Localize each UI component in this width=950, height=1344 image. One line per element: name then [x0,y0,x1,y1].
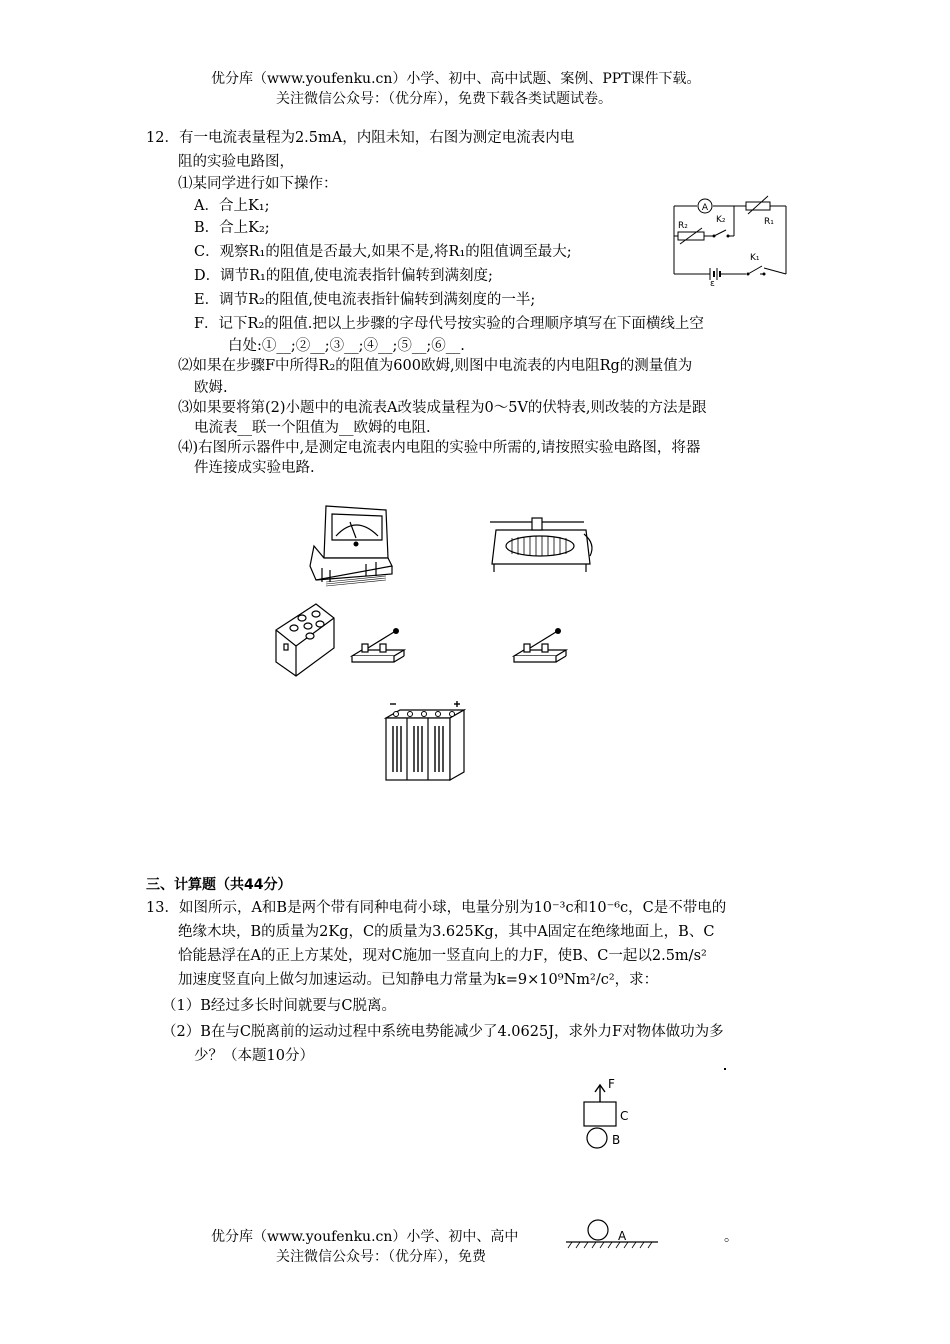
q13-line-1: 13．如图所示，A和B是两个带有同种电荷小球，电量分别为10⁻³c和10⁻⁶c，C是不带电的 [146,900,727,916]
q12-step-f: F．记下R₂的阻值.把以上步骤的字母代号按实验的合理顺序填写在下面横线上空 [194,316,704,332]
meter-device [306,500,396,588]
q12-part-2b: 欧姆. [194,380,228,396]
q12-blanks: 白处:①__;②__;③__;④__;⑤__;⑥__. [228,338,465,354]
force-label: F [608,1077,615,1091]
ball-a [588,1220,608,1240]
r1-label: R₁ [764,217,774,227]
ammeter-label: A [701,203,709,213]
resistance-box-device [272,600,338,680]
footer-line-2: 关注微信公众号：（优分库），免费 [276,1249,486,1265]
q12-part-1: ⑴某同学进行如下操作： [178,176,338,192]
header-line-1: 优分库（www.youfenku.cn）小学、初中、高中试题、案例、PPT课件下载。 [211,71,701,87]
ball-b-label: B [612,1133,621,1147]
battery-pack-device [380,700,470,784]
q13-line-2: 绝缘木块，B的质量为2Kg，C的质量为3.625Kg，其中A固定在绝缘地面上，B、C [178,924,715,940]
rheostat-device [486,512,600,576]
q12-part-4b: 件连接成实验电路. [194,460,315,476]
emf-label: ε [710,279,715,286]
q12-part-3b: 电流表__联一个阻值为__欧姆的电阻. [194,420,431,436]
knife-switch-2 [512,628,568,668]
header-line-2: 关注微信公众号：（优分库），免费下载各类试题试卷。 [276,91,612,107]
q13-sub-2a: （2）B在与C脱离前的运动过程中系统电势能减少了4.0625J，求外力F对物体做功为多 [162,1024,724,1040]
stray-dot [724,1068,726,1070]
q12-step-d: D．调节R₁的阻值,使电流表指针偏转到满刻度; [194,268,493,284]
q12-part-2a: ⑵如果在步骤F中所得R₂的阻值为600欧姆,则图中电流表的内电阻Rg的测量值为 [178,358,693,374]
knife-switch-1 [350,628,406,668]
footer-period: 。 [724,1229,738,1245]
footer-line-1: 优分库（www.youfenku.cn）小学、初中、高中 [211,1229,519,1245]
ball-b [587,1128,607,1148]
q12-part-4a: ⑷)右图所示器件中,是测定电流表内电阻的实验中所需的,请按照实验电路图，将器 [178,440,701,456]
q12-step-b: B．合上K₂; [194,220,270,236]
q12-intro-1: 12．有一电流表量程为2.5mA，内阻未知，右图为测定电流表内电 [146,130,575,146]
block-c-label: C [620,1109,629,1123]
q13-line-3: 恰能悬浮在A的正上方某处，现对C施加一竖直向上的力F，使B、C一起以2.5m/s² [178,948,707,964]
q12-part-3a: ⑶如果要将第(2)小题中的电流表A改装成量程为0～5V的伏特表,则改装的方法是跟 [178,400,707,416]
q13-figure-a [562,1212,662,1252]
circuit-diagram [664,192,794,286]
q12-step-e: E．调节R₂的阻值,使电流表指针偏转到满刻度的一半; [194,292,536,308]
q13-line-4: 加速度竖直向上做匀加速运动。已知静电力常量为k=9×10⁹Nm²/c²，求： [178,972,659,988]
q13-figure-bc [578,1072,638,1154]
r2-label: R₂ [678,221,688,231]
q13-sub-2b: 少？（本题10分） [194,1048,314,1064]
q12-intro-2: 阻的实验电路图， [178,154,294,170]
q12-step-c: C．观察R₁的阻值是否最大,如果不是,将R₁的阻值调至最大; [194,244,572,260]
k2-label: K₂ [716,215,726,225]
k1-label: K₁ [750,253,760,263]
ball-a-label: A [618,1229,627,1243]
section-3-title: 三、计算题（共44分） [146,877,292,893]
q12-step-a: A．合上K₁; [194,198,270,214]
block-c [584,1102,616,1126]
r1-resistor [746,202,770,210]
q13-sub-1: （1）B经过多长时间就要与C脱离。 [162,998,396,1014]
